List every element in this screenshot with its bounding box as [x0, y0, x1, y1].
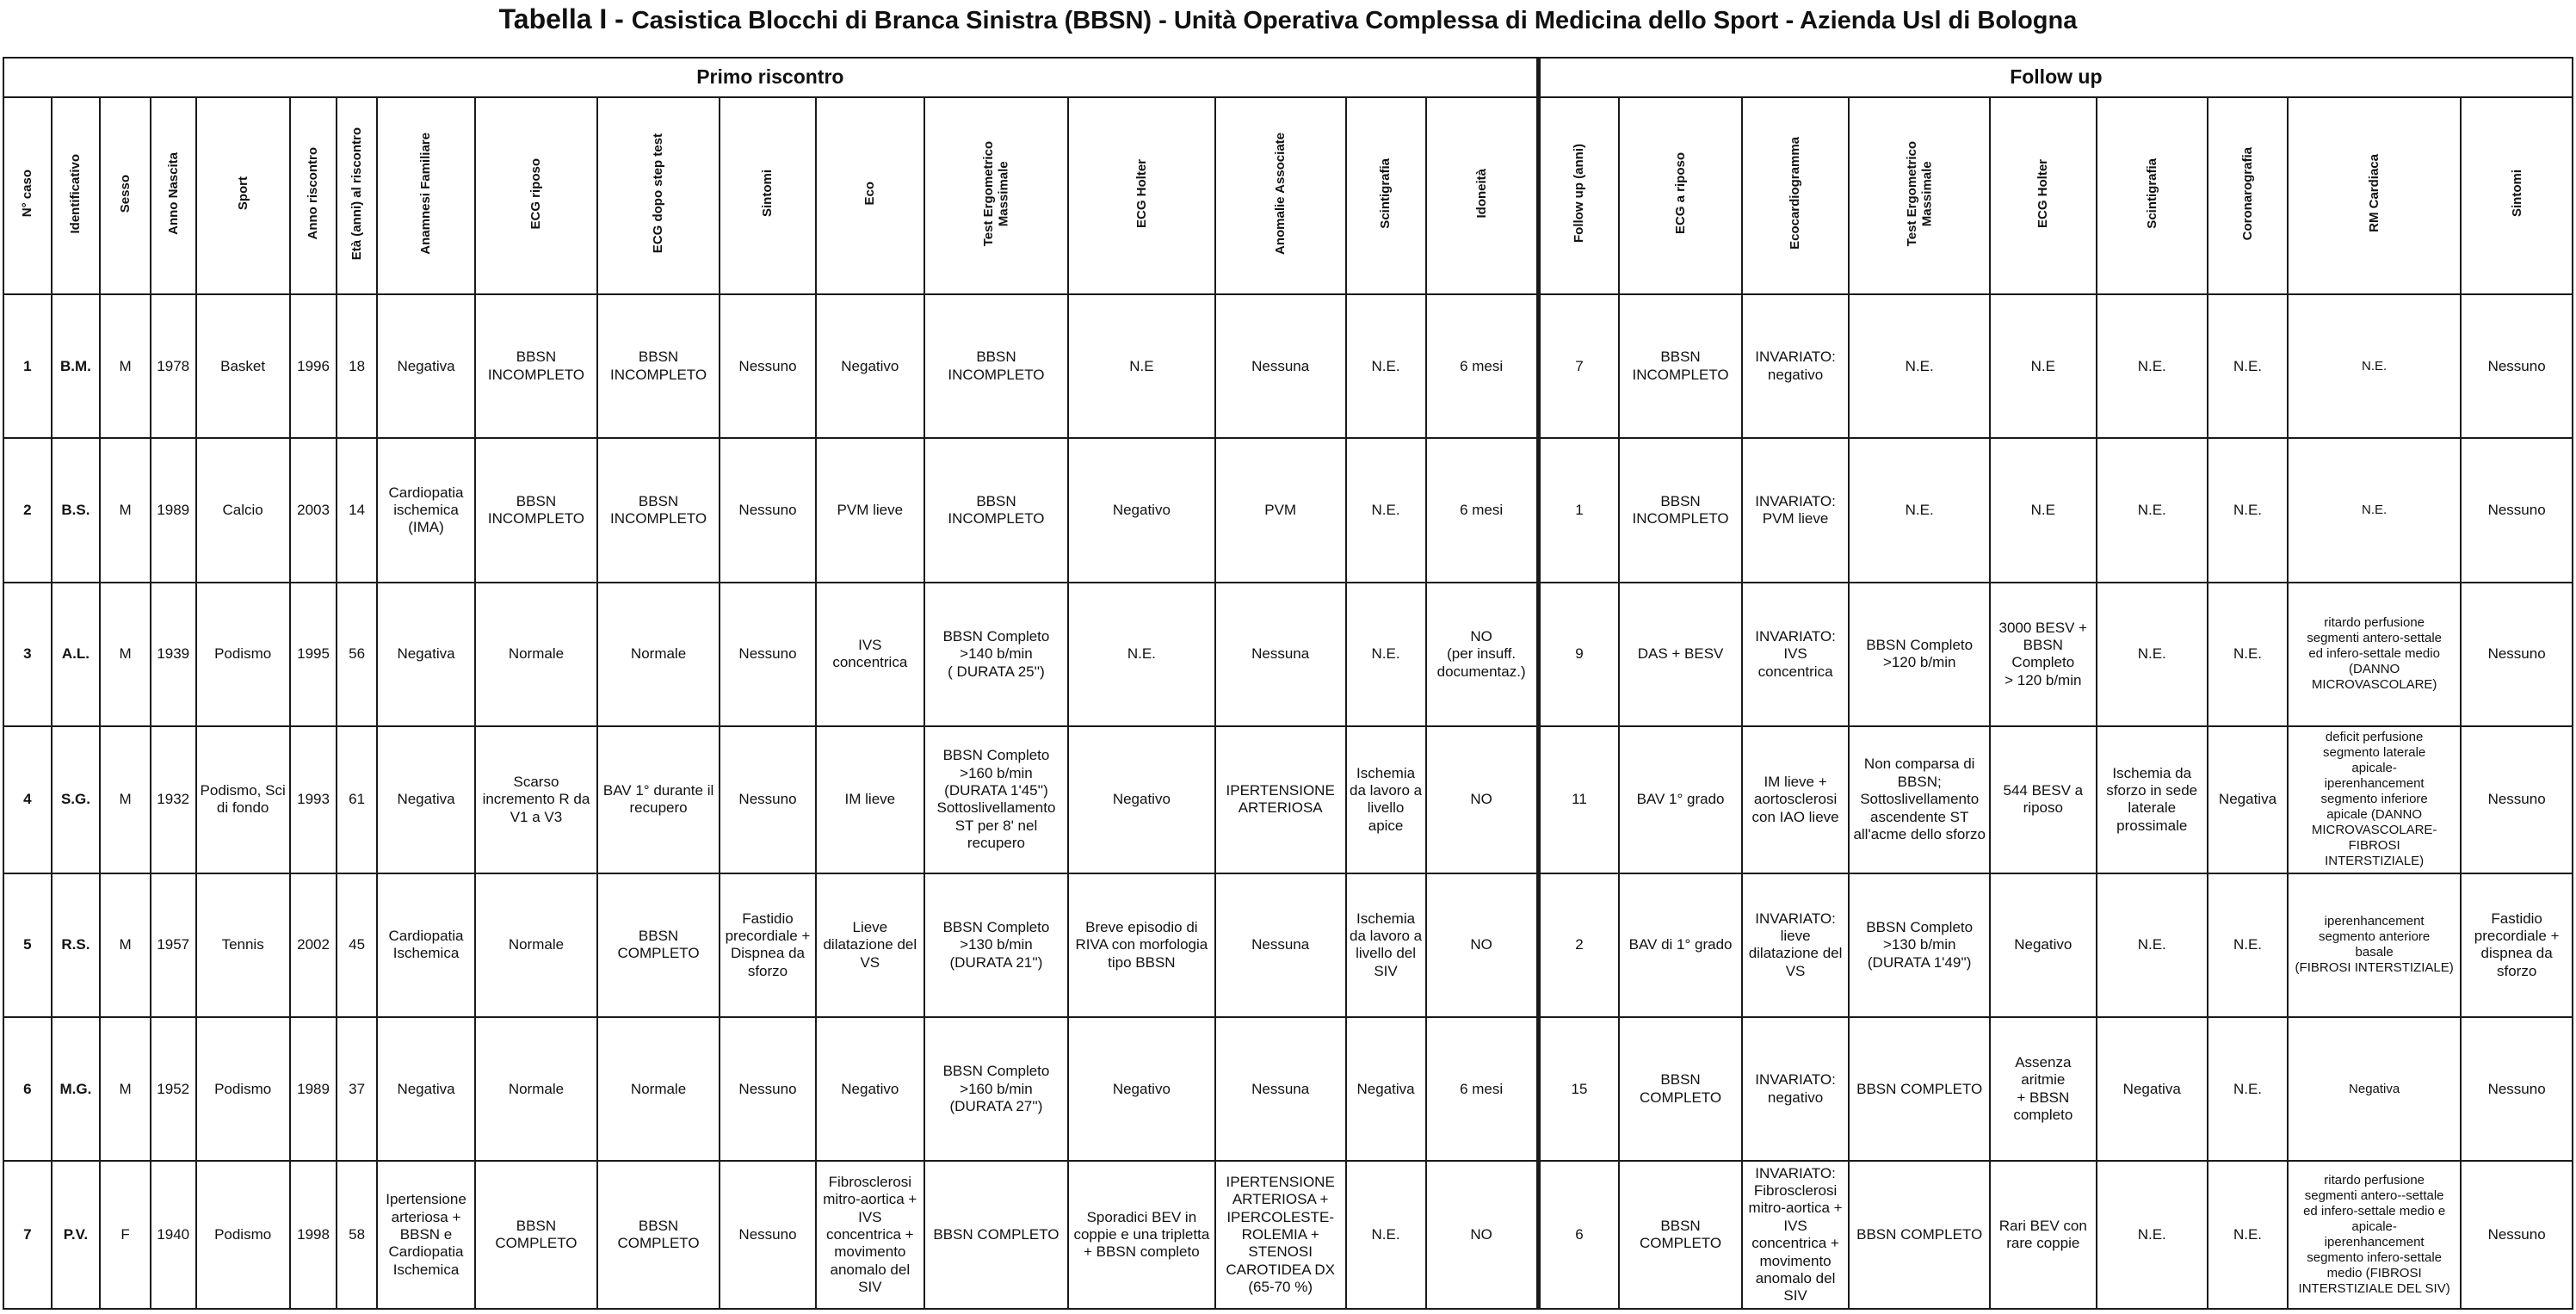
- table-cell: Lieve dilatazione del VS: [816, 873, 924, 1017]
- table-cell: BAV 1° grado: [1619, 726, 1742, 873]
- table-row: [3, 583, 2573, 726]
- table-cell: Negativa: [377, 1017, 475, 1161]
- table-cell: N.E.: [1346, 438, 1426, 582]
- table-cell: INVARIATO: lieve dilatazione del VS: [1742, 873, 1849, 1017]
- table-cell: Fastidio precordiale + dispnea da sforzo: [2461, 873, 2573, 1017]
- table-cell: N.E.: [1346, 1161, 1426, 1309]
- table-cell: Negativo: [816, 1017, 924, 1161]
- table-cell: Normale: [475, 583, 597, 726]
- table-cell: 1998: [290, 1161, 337, 1309]
- table-cell: BAV di 1° grado: [1619, 873, 1742, 1017]
- table-cell: Negativo: [1068, 726, 1215, 873]
- table-cell: N.E.: [1068, 583, 1215, 726]
- table-cell: deficit perfusione segmento laterale apicale- iperenhancement segmento inferiore apicale (DANNO MICROVASCOLARE-FIBROSI INTERSTIZIALE): [2288, 726, 2461, 873]
- table-cell: Cardiopatia ischemica (IMA): [377, 438, 475, 582]
- table-body: [3, 294, 2573, 1309]
- column-header: [337, 97, 377, 294]
- table-cell: ritardo perfusione segmenti antero-settale ed infero-settale medio (DANNO MICROVASCOLARE): [2288, 583, 2461, 726]
- table-cell: Nessuno: [720, 1161, 815, 1309]
- column-header-label: Ecocardiogramma: [1788, 137, 1803, 250]
- table-cell: N.E: [1990, 294, 2096, 438]
- column-header-label: Sintomi: [760, 170, 775, 218]
- column-header-label: Follow up (anni): [1572, 144, 1587, 244]
- column-header: [52, 97, 101, 294]
- table-cell: Non comparsa di BBSN; Sottoslivellamento ascendente ST all'acme dello sforzo: [1849, 726, 1990, 873]
- table-cell: Nessuno: [720, 726, 815, 873]
- table-cell: 1932: [151, 726, 196, 873]
- column-header-label: ECG riposo: [528, 157, 544, 230]
- table-cell: NO (per insuff. documentaz.): [1426, 583, 1539, 726]
- table-cell: Nessuno: [2461, 438, 2573, 582]
- table-cell: 5: [3, 873, 52, 1017]
- table-cell: M: [100, 873, 151, 1017]
- table-row: [3, 726, 2573, 873]
- table-cell: BBSN INCOMPLETO: [597, 294, 720, 438]
- table-cell: IM lieve: [816, 726, 924, 873]
- column-header-row: [3, 97, 2573, 294]
- column-header-label: Sesso: [117, 174, 133, 213]
- table-cell: N.E.: [2208, 1161, 2288, 1309]
- table-cell: BBSN COMPLETO: [475, 1161, 597, 1309]
- table-row: [3, 438, 2573, 582]
- table-cell: Negativa: [2288, 1017, 2461, 1161]
- table-cell: N.E.: [1346, 583, 1426, 726]
- column-header: [1068, 97, 1215, 294]
- table-cell: 3: [3, 583, 52, 726]
- table-cell: Rari BEV con rare coppie: [1990, 1161, 2096, 1309]
- column-header-label: N° caso: [20, 170, 35, 218]
- table-cell: N.E: [1990, 438, 2096, 582]
- column-header: [475, 97, 597, 294]
- column-header-label: Idoneità: [1473, 169, 1489, 219]
- table-cell: Podismo: [196, 583, 290, 726]
- table-cell: Sporadici BEV in coppie e una tripletta + BBSN completo: [1068, 1161, 1215, 1309]
- table-cell: PVM lieve: [816, 438, 924, 582]
- table-cell: Negativo: [1068, 438, 1215, 582]
- table-cell: N.E.: [2208, 438, 2288, 582]
- table-cell: Normale: [475, 873, 597, 1017]
- column-header-label: Sport: [235, 176, 250, 211]
- column-header-label: Scintigrafia: [1378, 157, 1393, 229]
- table-cell: 6 mesi: [1426, 438, 1539, 582]
- column-header: [151, 97, 196, 294]
- table-cell: N.E.: [2208, 873, 2288, 1017]
- table-cell: 14: [337, 438, 377, 582]
- table-cell: INVARIATO: PVM lieve: [1742, 438, 1849, 582]
- table-cell: 1952: [151, 1017, 196, 1161]
- table-cell: BBSN COMPLETO: [597, 1161, 720, 1309]
- table-cell: M: [100, 1017, 151, 1161]
- table-cell: 1993: [290, 726, 337, 873]
- column-header-label: RM Cardiaca: [2367, 154, 2381, 233]
- table-cell: M: [100, 726, 151, 873]
- table-cell: BBSN Completo >130 b/min (DURATA 1'49''): [1849, 873, 1990, 1017]
- table-cell: M.G.: [52, 1017, 101, 1161]
- table-cell: 6: [3, 1017, 52, 1161]
- table-cell: 6: [1538, 1161, 1619, 1309]
- group-follow-up: Follow up: [1538, 58, 2573, 97]
- table-cell: Normale: [475, 1017, 597, 1161]
- table-cell: 1996: [290, 294, 337, 438]
- table-cell: INVARIATO: Fibrosclerosi mitro-aortica + IVS concentrica + movimento anomalo del SIV: [1742, 1161, 1849, 1309]
- column-header: [720, 97, 815, 294]
- table-cell: INVARIATO: negativo: [1742, 1017, 1849, 1161]
- table-cell: Scarso incremento R da V1 a V3: [475, 726, 597, 873]
- table-row: [3, 1161, 2573, 1309]
- table-cell: BBSN INCOMPLETO: [924, 438, 1068, 582]
- table-cell: 544 BESV a riposo: [1990, 726, 2096, 873]
- table-cell: BBSN Completo >160 b/min (DURATA 27''): [924, 1017, 1068, 1161]
- table-cell: B.M.: [52, 294, 101, 438]
- table-cell: N.E.: [2097, 1161, 2208, 1309]
- table-cell: N.E.: [2097, 873, 2208, 1017]
- table-cell: N.E.: [2097, 294, 2208, 438]
- table-cell: Calcio: [196, 438, 290, 582]
- table-cell: 61: [337, 726, 377, 873]
- column-header: [1849, 97, 1990, 294]
- table-cell: BBSN INCOMPLETO: [1619, 438, 1742, 582]
- column-header-label: Eco: [862, 182, 878, 206]
- table-cell: 1957: [151, 873, 196, 1017]
- table-cell: N.E: [1068, 294, 1215, 438]
- table-cell: Nessuno: [2461, 294, 2573, 438]
- table-cell: Assenza aritmie + BBSN completo: [1990, 1017, 2096, 1161]
- table-cell: Ischemia da sforzo in sede laterale prossimale: [2097, 726, 2208, 873]
- table-cell: 1939: [151, 583, 196, 726]
- table-cell: Ischemia da lavoro a livello del SIV: [1346, 873, 1426, 1017]
- table-cell: ritardo perfusione segmenti antero--settale ed infero-settale medio e apicale- iperenhancement segmento infero-settale medio (FIBROSI INTERSTIZIALE DEL SIV): [2288, 1161, 2461, 1309]
- table-cell: Ischemia da lavoro a livello apice: [1346, 726, 1426, 873]
- table-cell: Negativa: [377, 583, 475, 726]
- column-header: [2097, 97, 2208, 294]
- table-cell: Cardiopatia Ischemica: [377, 873, 475, 1017]
- table-cell: 1: [3, 294, 52, 438]
- table-cell: BBSN COMPLETO: [924, 1161, 1068, 1309]
- table-cell: BBSN Completo >130 b/min (DURATA 21''): [924, 873, 1068, 1017]
- table-cell: BBSN COMPLETO: [1619, 1017, 1742, 1161]
- group-primo-riscontro: Primo riscontro: [3, 58, 1538, 97]
- column-header: [100, 97, 151, 294]
- column-header: [3, 97, 52, 294]
- table-cell: Normale: [597, 1017, 720, 1161]
- table-cell: 2: [1538, 873, 1619, 1017]
- column-header: [924, 97, 1068, 294]
- table-cell: M: [100, 438, 151, 582]
- table-cell: Nessuno: [2461, 726, 2573, 873]
- table-cell: M: [100, 583, 151, 726]
- table-cell: 15: [1538, 1017, 1619, 1161]
- table-title-text: Casistica Blocchi di Branca Sinistra (BBSN) - Unità Operativa Complessa di Medicina dello Sport - Azienda Usl di Bologna: [631, 7, 2078, 34]
- table-cell: N.E.: [2288, 438, 2461, 582]
- column-header: [196, 97, 290, 294]
- table-cell: BBSN INCOMPLETO: [475, 294, 597, 438]
- column-header-label: ECG a riposo: [1672, 152, 1688, 235]
- table-cell: IVS concentrica: [816, 583, 924, 726]
- column-header: [2208, 97, 2288, 294]
- column-header-label: Test Ergometrico Massimale: [1904, 140, 1935, 246]
- table-cell: N.E.: [1849, 294, 1990, 438]
- table-cell: Breve episodio di RIVA con morfologia tipo BBSN: [1068, 873, 1215, 1017]
- column-header: [1346, 97, 1426, 294]
- table-cell: BBSN COMPLETO: [1619, 1161, 1742, 1309]
- table-cell: 1989: [151, 438, 196, 582]
- table-cell: Nessuno: [720, 294, 815, 438]
- table-cell: INVARIATO: IVS concentrica: [1742, 583, 1849, 726]
- table-cell: Nessuna: [1215, 294, 1346, 438]
- column-header: [1215, 97, 1346, 294]
- table-cell: 1995: [290, 583, 337, 726]
- table-cell: 9: [1538, 583, 1619, 726]
- column-header: [2461, 97, 2573, 294]
- table-cell: 18: [337, 294, 377, 438]
- table-cell: 7: [1538, 294, 1619, 438]
- column-header-label: Anamnesi Familiare: [418, 132, 434, 255]
- table-cell: M: [100, 294, 151, 438]
- table-cell: BBSN Completo >140 b/min ( DURATA 25''): [924, 583, 1068, 726]
- column-header-label: Anomalie Associate: [1273, 132, 1288, 255]
- column-header: [1619, 97, 1742, 294]
- table-cell: IPERTENSIONE ARTERIOSA + IPERCOLESTE- ROLEMIA + STENOSI CAROTIDEA DX (65-70 %): [1215, 1161, 1346, 1309]
- table-cell: INVARIATO: negativo: [1742, 294, 1849, 438]
- table-cell: F: [100, 1161, 151, 1309]
- table-cell: S.G.: [52, 726, 101, 873]
- table-cell: P.V.: [52, 1161, 101, 1309]
- table-cell: 1978: [151, 294, 196, 438]
- table-cell: Negativo: [1068, 1017, 1215, 1161]
- table-cell: 7: [3, 1161, 52, 1309]
- table-cell: PVM: [1215, 438, 1346, 582]
- column-header: [1990, 97, 2096, 294]
- column-header: [2288, 97, 2461, 294]
- table-cell: 1940: [151, 1161, 196, 1309]
- table-cell: DAS + BESV: [1619, 583, 1742, 726]
- table-cell: Podismo, Sci di fondo: [196, 726, 290, 873]
- table-cell: NO: [1426, 726, 1539, 873]
- table-cell: N.E.: [2097, 438, 2208, 582]
- table-cell: Negativa: [2097, 1017, 2208, 1161]
- table-cell: B.S.: [52, 438, 101, 582]
- table-cell: Fibrosclerosi mitro-aortica + IVS concentrica + movimento anomalo del SIV: [816, 1161, 924, 1309]
- table-cell: Nessuno: [720, 1017, 815, 1161]
- table-cell: BBSN COMPLETO: [1849, 1017, 1990, 1161]
- table-cell: Nessuno: [2461, 583, 2573, 726]
- table-cell: Nessuna: [1215, 1017, 1346, 1161]
- table-cell: 2: [3, 438, 52, 582]
- table-cell: 11: [1538, 726, 1619, 873]
- table-cell: 4: [3, 726, 52, 873]
- table-cell: 58: [337, 1161, 377, 1309]
- table-cell: Podismo: [196, 1017, 290, 1161]
- column-header-label: ECG Holter: [1134, 158, 1149, 228]
- table-cell: N.E.: [2097, 583, 2208, 726]
- column-header: [1538, 97, 1619, 294]
- column-header: [816, 97, 924, 294]
- table-cell: Negativa: [377, 726, 475, 873]
- column-header: [290, 97, 337, 294]
- column-header-label: ECG Holter: [2035, 158, 2051, 228]
- table-cell: BBSN INCOMPLETO: [475, 438, 597, 582]
- table-cell: 2002: [290, 873, 337, 1017]
- table-cell: BBSN Completo >160 b/min (DURATA 1'45'') Sottoslivellamento ST per 8' nel recupero: [924, 726, 1068, 873]
- table-cell: BBSN COMPLETO: [597, 873, 720, 1017]
- table-cell: Tennis: [196, 873, 290, 1017]
- table-cell: Nessuna: [1215, 583, 1346, 726]
- table-cell: Nessuna: [1215, 873, 1346, 1017]
- table-cell: N.E.: [1346, 294, 1426, 438]
- column-header: [1426, 97, 1539, 294]
- table-cell: Negativa: [2208, 726, 2288, 873]
- table-row: [3, 873, 2573, 1017]
- table-cell: BBSN INCOMPLETO: [597, 438, 720, 582]
- table-cell: 1989: [290, 1017, 337, 1161]
- table-cell: BBSN INCOMPLETO: [1619, 294, 1742, 438]
- column-header: [377, 97, 475, 294]
- table-row: [3, 294, 2573, 438]
- table-cell: 6 mesi: [1426, 1017, 1539, 1161]
- table-cell: Nessuno: [2461, 1017, 2573, 1161]
- table-cell: Normale: [597, 583, 720, 726]
- column-header: [1742, 97, 1849, 294]
- table-cell: Negativa: [1346, 1017, 1426, 1161]
- table-cell: IM lieve + aortosclerosi con IAO lieve: [1742, 726, 1849, 873]
- column-header-label: Identificativo: [68, 153, 83, 234]
- table-cell: R.S.: [52, 873, 101, 1017]
- table-cell: 6 mesi: [1426, 294, 1539, 438]
- column-header-label: Sintomi: [2509, 170, 2524, 218]
- group-header-row: [3, 58, 2573, 97]
- table-cell: NO: [1426, 1161, 1539, 1309]
- table-cell: Nessuno: [720, 438, 815, 582]
- table-cell: BBSN Completo >120 b/min: [1849, 583, 1990, 726]
- table-cell: 37: [337, 1017, 377, 1161]
- table-cell: A.L.: [52, 583, 101, 726]
- table-cell: iperenhancement segmento anteriore basale (FIBROSI INTERSTIZIALE): [2288, 873, 2461, 1017]
- column-header: [597, 97, 720, 294]
- column-header-label: Coronarografia: [2239, 146, 2255, 240]
- table-cell: N.E.: [2208, 583, 2288, 726]
- table-cell: Basket: [196, 294, 290, 438]
- column-header-label: ECG dopo step test: [651, 133, 666, 254]
- table-cell: Negativo: [816, 294, 924, 438]
- table-cell: BBSN COMPLETO: [1849, 1161, 1990, 1309]
- table-cell: N.E.: [2208, 294, 2288, 438]
- table-cell: NO: [1426, 873, 1539, 1017]
- table-cell: BAV 1° durante il recupero: [597, 726, 720, 873]
- table-cell: BBSN INCOMPLETO: [924, 294, 1068, 438]
- column-header-label: Anno Nascita: [165, 151, 181, 235]
- table-cell: Fastidio precordiale + Dispnea da sforzo: [720, 873, 815, 1017]
- table-cell: Ipertensione arteriosa + BBSN e Cardiopatia Ischemica: [377, 1161, 475, 1309]
- table-cell: 45: [337, 873, 377, 1017]
- column-header-label: Anno riscontro: [306, 147, 321, 240]
- table-cell: 2003: [290, 438, 337, 582]
- column-header-label: Test Ergometrico Massimale: [981, 140, 1011, 246]
- table-cell: Negativo: [1990, 873, 2096, 1017]
- table-cell: 56: [337, 583, 377, 726]
- table-cell: IPERTENSIONE ARTERIOSA: [1215, 726, 1346, 873]
- table-row: [3, 1017, 2573, 1161]
- table-cell: 1: [1538, 438, 1619, 582]
- table-cell: N.E.: [2208, 1017, 2288, 1161]
- table-title-prefix: Tabella I -: [498, 3, 632, 34]
- table-cell: N.E.: [1849, 438, 1990, 582]
- table-title: [0, 0, 2576, 38]
- table-cell: N.E.: [2288, 294, 2461, 438]
- column-header-label: Scintigrafia: [2144, 157, 2159, 229]
- table-cell: 3000 BESV + BBSN Completo > 120 b/min: [1990, 583, 2096, 726]
- table-cell: Podismo: [196, 1161, 290, 1309]
- table-cell: Nessuno: [2461, 1161, 2573, 1309]
- table-cell: Nessuno: [720, 583, 815, 726]
- casistica-table: [3, 57, 2573, 1310]
- column-header-label: Età (anni) al riscontro: [349, 126, 364, 260]
- table-cell: Negativa: [377, 294, 475, 438]
